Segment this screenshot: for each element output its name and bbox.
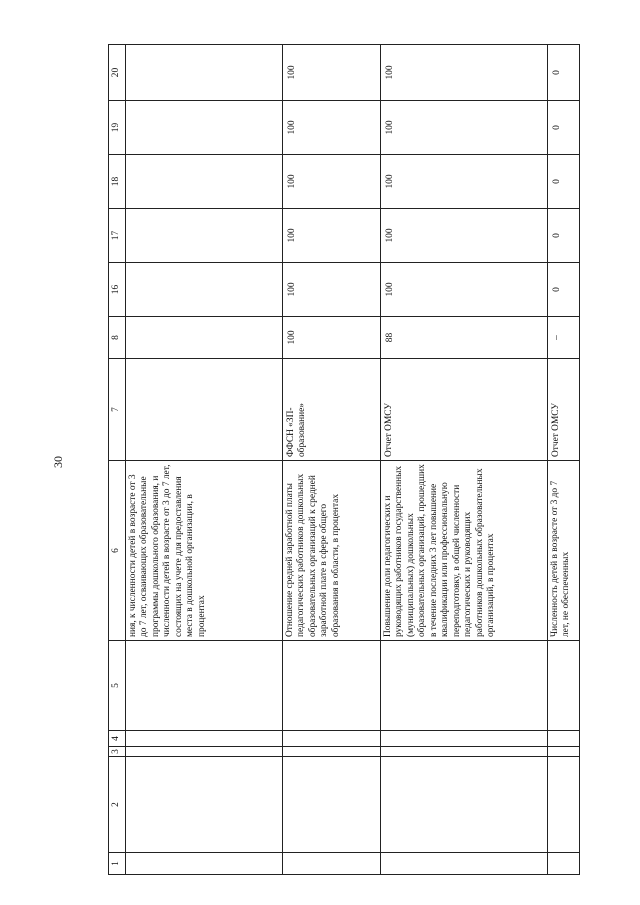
column-header: 1 <box>109 853 126 875</box>
empty-cell <box>126 747 283 757</box>
indicator-cell: Численность детей в возрасте от 3 до 7 лет, не обеспеченных <box>548 461 580 641</box>
column-header: 2 <box>109 757 126 853</box>
table-row <box>126 45 283 875</box>
empty-cell <box>126 641 283 731</box>
source-cell: ФФСН «ЗП-образование» <box>283 359 381 461</box>
empty-cell <box>283 747 381 757</box>
source-cell: Отчет ОМСУ <box>548 359 580 461</box>
value-cell: 100 <box>283 45 381 101</box>
table-row <box>381 45 548 875</box>
empty-cell <box>548 757 580 853</box>
indicators-table <box>108 44 580 875</box>
value-cell: 0 <box>548 101 580 155</box>
column-header: 5 <box>109 641 126 731</box>
empty-cell <box>126 757 283 853</box>
empty-cell <box>283 731 381 747</box>
empty-cell <box>283 641 381 731</box>
empty-cell <box>381 757 548 853</box>
rotated-table-wrapper <box>108 45 572 875</box>
value-cell <box>126 263 283 317</box>
empty-cell <box>381 731 548 747</box>
empty-cell <box>126 853 283 875</box>
value-cell: 100 <box>381 45 548 101</box>
value-cell: 88 <box>381 317 548 359</box>
column-header: 19 <box>109 101 126 155</box>
value-cell: 100 <box>283 263 381 317</box>
indicator-cell: ния, к численности детей в возрасте от 3 до 7 лет, осваивающих образовательные программы дошкольного образования, и численности детей в возрасте от 3 до 7 лет, состоящих на учете для предоставления места в дошкольной организации, в процентах <box>126 461 283 641</box>
value-cell: 100 <box>283 209 381 263</box>
value-cell: 100 <box>381 209 548 263</box>
column-header: 16 <box>109 263 126 317</box>
column-header: 17 <box>109 209 126 263</box>
value-cell <box>126 45 283 101</box>
value-cell: 0 <box>548 209 580 263</box>
value-cell: 100 <box>381 101 548 155</box>
empty-cell <box>283 757 381 853</box>
empty-cell <box>283 853 381 875</box>
column-header: 6 <box>109 461 126 641</box>
empty-cell <box>548 853 580 875</box>
column-header: 7 <box>109 359 126 461</box>
value-cell: 100 <box>381 155 548 209</box>
column-header: 3 <box>109 747 126 757</box>
value-cell <box>126 317 283 359</box>
value-cell: 100 <box>283 101 381 155</box>
column-header: 8 <box>109 317 126 359</box>
indicator-cell: Отношение средней заработной платы педагогических работников дошкольных образовательных организаций к средней заработной плате в сфере общего образования в области, в процентах <box>283 461 381 641</box>
empty-cell <box>548 731 580 747</box>
value-cell <box>126 101 283 155</box>
page-number: 30 <box>51 456 65 468</box>
column-header: 4 <box>109 731 126 747</box>
empty-cell <box>381 853 548 875</box>
source-cell: Отчет ОМСУ <box>381 359 548 461</box>
source-cell <box>126 359 283 461</box>
value-cell: – <box>548 317 580 359</box>
value-cell <box>126 209 283 263</box>
empty-cell <box>548 641 580 731</box>
table-row <box>283 45 381 875</box>
empty-cell <box>126 731 283 747</box>
value-cell: 0 <box>548 45 580 101</box>
value-cell: 100 <box>283 155 381 209</box>
table-row <box>548 45 580 875</box>
indicator-cell: Повышение доли педагогических и руководящих работников государственных (муниципальных) дошкольных образовательных организаций, прошедших в течение последних 3 лет повышение квалификации или профессиональную переподготовку, в общей численности педагогических и руководящих работников дошкольных образовательных организаций, в процентах <box>381 461 548 641</box>
empty-cell <box>381 747 548 757</box>
value-cell: 100 <box>381 263 548 317</box>
header-row <box>109 45 126 875</box>
table-frame <box>108 45 572 875</box>
value-cell: 0 <box>548 155 580 209</box>
value-cell: 0 <box>548 263 580 317</box>
value-cell: 100 <box>283 317 381 359</box>
empty-cell <box>381 641 548 731</box>
column-header: 18 <box>109 155 126 209</box>
empty-cell <box>548 747 580 757</box>
column-header: 20 <box>109 45 126 101</box>
value-cell <box>126 155 283 209</box>
